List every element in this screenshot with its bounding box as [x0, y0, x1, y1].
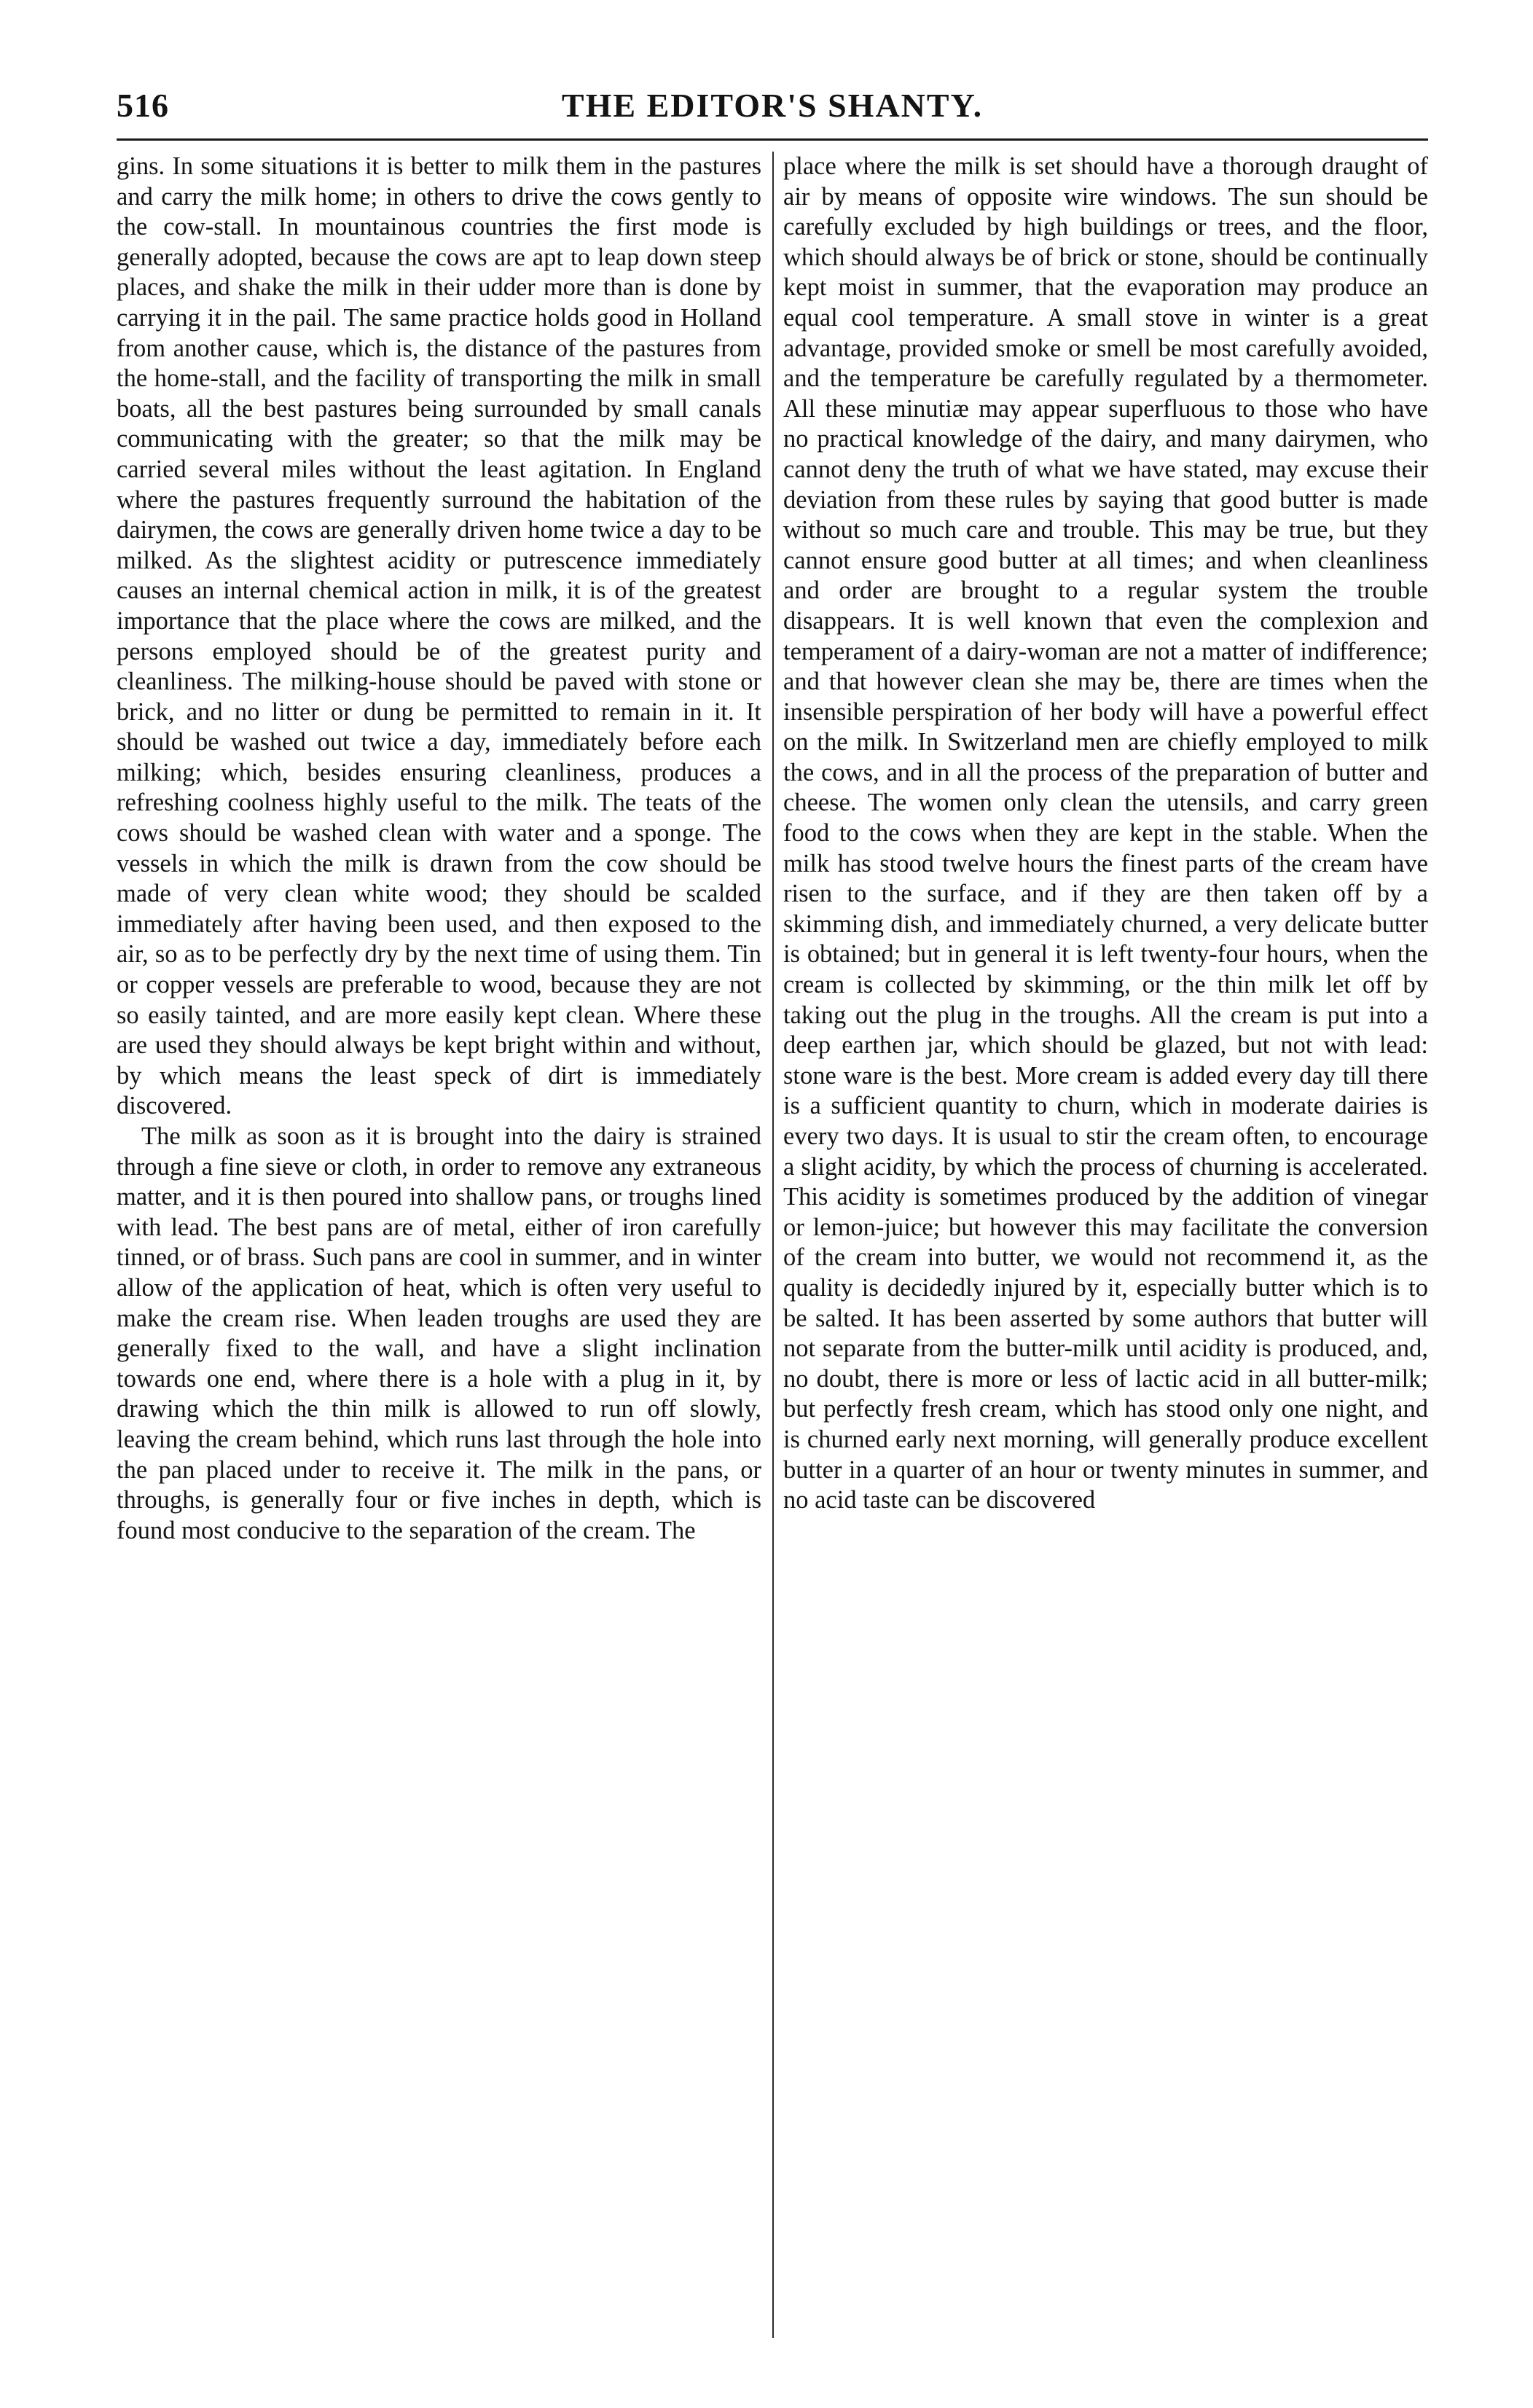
running-header: [117, 80, 1428, 141]
column-divider: [772, 152, 774, 2338]
left-paragraph-2: The milk as soon as it is brought into the dairy is strained through a fine sieve or cloth, in order to remove any extraneous matter, and it is then poured into shallow pans, or troughs lined with lead. The best pans are of metal, either of iron carefully tinned, or of brass. Such pans are cool in summer, and in winter allow of the application of heat, which is often very useful to make the cream rise. When leaden troughs are used they are generally fixed to the wall, and have a slight inclination towards one end, where there is a hole with a plug in it, by drawing which the thin milk is allowed to run off slowly, leaving the cream behind, which runs last through the hole into the pan placed under to receive it. The milk in the pans, or throughs, is generally four or five inches in depth, which is found most conducive to the separation of the cream. The: [117, 1122, 761, 1544]
left-column: [117, 152, 761, 2338]
page: [117, 80, 1428, 2347]
right-paragraph-1: place where the milk is set should have a thorough draught of air by means of opposite wire windows. The sun should be carefully excluded by high buildings or trees, and the floor, which should always be of brick or stone, should be continually kept moist in summer, that the evaporation may produce an equal cool temperature. A small stove in winter is a great advantage, provided smoke or smell be most carefully avoided, and the temperature be carefully regulated by a thermometer. All these minutiæ may appear superfluous to those who have no practical knowledge of the dairy, and many dairymen, who cannot deny the truth of what we have stated, may excuse their deviation from these rules by saying that good butter is made without so much care and trouble. This may be true, but they cannot ensure good butter at all times; and when cleanliness and order are brought to a regular system the trouble disappears. It is well known that even the complexion and temperament of a dairy-woman are not a matter of indifference; and that however clean she may be, there are times when the insensible perspiration of her body will have a powerful effect on the milk. In Switzerland men are chiefly employed to milk the cows, and in all the process of the preparation of butter and cheese. The women only clean the utensils, and carry green food to the cows when they are kept in the stable. When the milk has stood twelve hours the finest parts of the cream have risen to the surface, and if they are then taken off by a skimming dish, and immediately churned, a very delicate butter is obtained; but in general it is left twenty-four hours, when the cream is collected by skimming, or the thin milk let off by taking out the plug in the troughs. All the cream is put into a deep earthen jar, which should be glazed, but not with lead: stone ware is the best. More cream is added every day till there is a sufficient quantity to churn, which in moderate dairies is every two days. It is usual to stir the cream often, to encourage a slight acidity, by which the process of churning is accelerated. This acidity is sometimes produced by the addition of vinegar or lemon-juice; but however this may facilitate the conversion of the cream into butter, we would not recommend it, as the quality is decidedly injured by it, especially butter which is to be salted. It has been asserted by some authors that butter will not separate from the butter-milk until acidity is produced, and, no doubt, there is more or less of lactic acid in all butter-milk; but perfectly fresh cream, which has stood only one night, and is churned early next morning, will generally produce excellent butter in a quarter of an hour or twenty minutes in summer, and no acid taste can be discovered: [783, 152, 1428, 1514]
page-number: 516: [117, 87, 169, 124]
right-column: [783, 152, 1428, 2338]
text-columns: [117, 152, 1428, 2338]
left-paragraph-1: gins. In some situations it is better to milk them in the pastures and carry the milk home; in others to drive the cows gently to the cow-stall. In mountainous countries the first mode is generally adopted, because the cows are apt to leap down steep places, and shake the milk in their udder more than is done by carrying it in the pail. The same practice holds good in Holland from another cause, which is, the distance of the pastures from the home-stall, and the facility of transporting the milk in small boats, all the best pastures being surrounded by small canals communicating with the greater; so that the milk may be carried several miles without the least agitation. In England where the pastures frequently surround the habitation of the dairymen, the cows are generally driven home twice a day to be milked. As the slightest acidity or putrescence immediately causes an internal chemical action in milk, it is of the greatest importance that the place where the cows are milked, and the persons employed should be of the greatest purity and cleanliness. The milking-house should be paved with stone or brick, and no litter or dung be permitted to remain in it. It should be washed out twice a day, immediately before each milking; which, besides ensuring cleanliness, produces a refreshing coolness highly useful to the milk. The teats of the cows should be washed clean with water and a sponge. The vessels in which the milk is drawn from the cow should be made of very clean white wood; they should be scalded immediately after having been used, and then exposed to the air, so as to be perfectly dry by the next time of using them. Tin or copper vessels are preferable to wood, because they are not so easily tainted, and are more easily kept clean. Where these are used they should always be kept bright within and without, by which means the least speck of dirt is immediately discovered.: [117, 152, 761, 1120]
running-title: THE EDITOR'S SHANTY.: [561, 87, 984, 124]
